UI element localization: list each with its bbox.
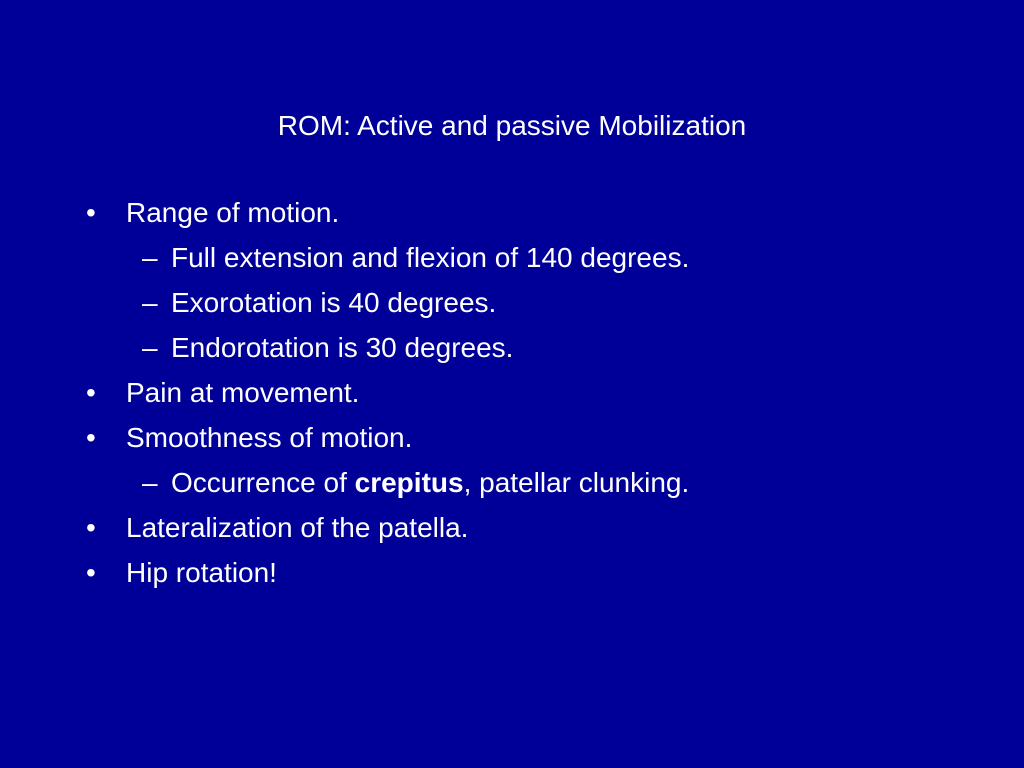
list-item-text: Hip rotation! <box>126 557 277 588</box>
sub-list-item <box>0 325 1024 370</box>
bold-term: crepitus <box>354 467 464 498</box>
sub-list-item-text: Full extension and flexion of 140 degrees. <box>171 242 690 273</box>
bullet-marker: • <box>86 377 96 408</box>
bullet-marker: • <box>86 512 96 543</box>
sub-list-item <box>0 460 1024 505</box>
sub-list-item-text: Exorotation is 40 degrees. <box>171 287 497 318</box>
bullet-marker: • <box>86 557 96 588</box>
list-item-text: Pain at movement. <box>126 377 360 408</box>
list-item <box>0 370 1024 415</box>
list-item <box>0 415 1024 460</box>
sub-list-item <box>0 280 1024 325</box>
text-before-term: Occurrence of <box>171 467 355 498</box>
list-item-text: Smoothness of motion. <box>126 422 413 453</box>
text-after-term: , patellar clunking. <box>463 467 690 498</box>
dash-marker: – <box>142 332 158 363</box>
list-item <box>0 505 1024 550</box>
sub-list-item-text: Endorotation is 30 degrees. <box>171 332 514 363</box>
list-item-text: Range of motion. <box>126 197 340 228</box>
list-item <box>0 190 1024 235</box>
list-item <box>0 550 1024 595</box>
bullet-marker: • <box>86 197 96 228</box>
list-item-text: Lateralization of the patella. <box>126 512 469 543</box>
bullet-list <box>0 190 1024 595</box>
sub-list-item <box>0 235 1024 280</box>
sub-list-item-text <box>171 460 689 505</box>
slide-title: ROM: Active and passive Mobilization <box>277 110 747 141</box>
dash-marker: – <box>142 467 158 498</box>
dash-marker: – <box>142 287 158 318</box>
dash-marker: – <box>142 242 158 273</box>
bullet-marker: • <box>86 422 96 453</box>
